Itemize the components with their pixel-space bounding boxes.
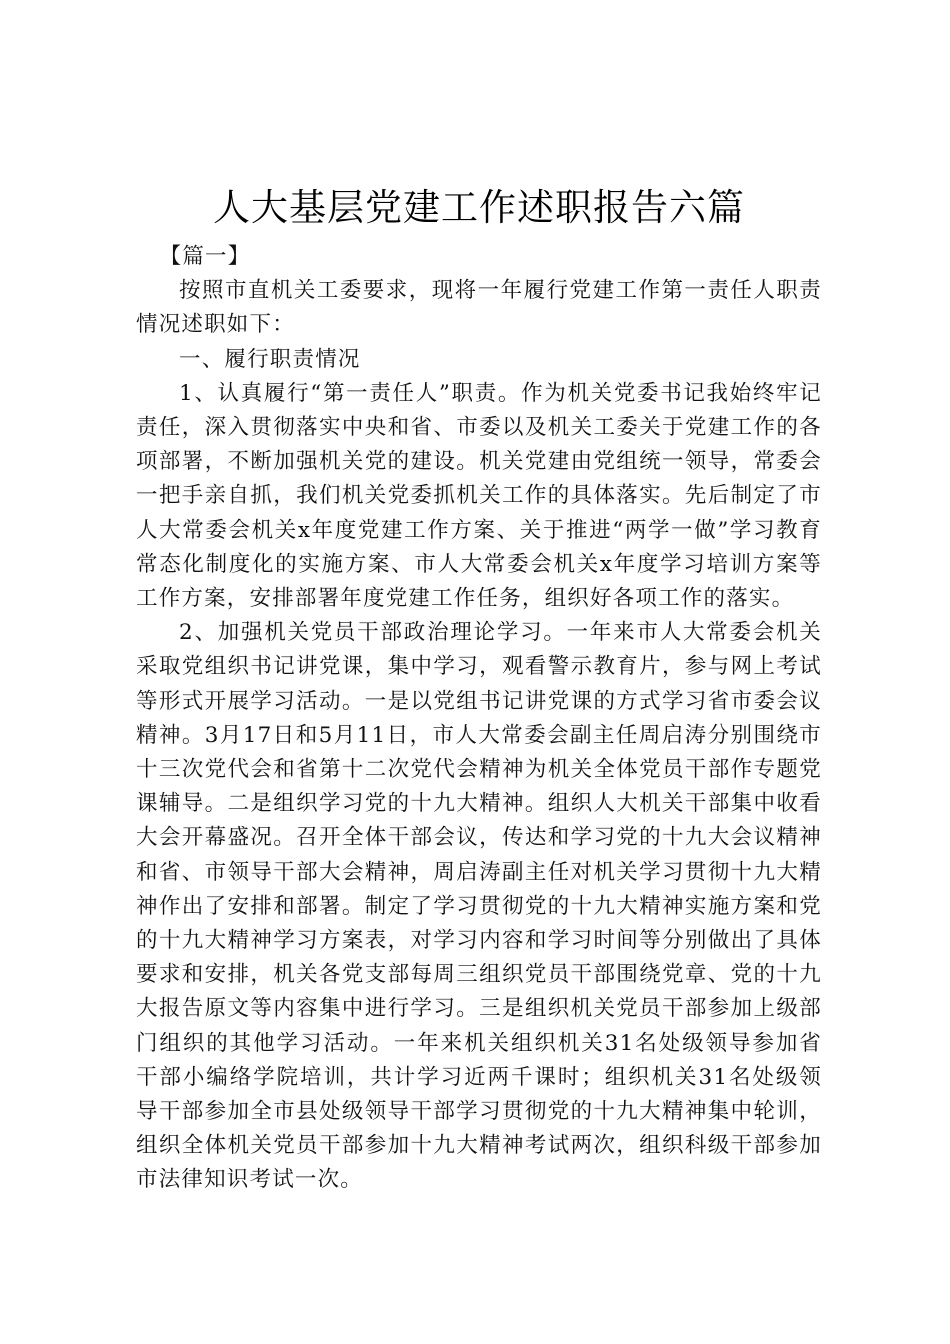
document-body: [136, 182, 822, 1198]
paragraph-intro: 按照市直机关工委要求，现将一年履行党建工作第一责任人职责情况述职如下：: [136, 278, 822, 338]
document-title: 人大基层党建工作述职报告六篇: [213, 186, 745, 229]
section-label: 【篇一】: [159, 244, 251, 269]
paragraph-first-responsibility: 1、认真履行“第一责任人”职责。作为机关党委书记我始终牢记责任，深入贯彻落实中央和省、市委以及机关工委关于党建工作的各项部署，不断加强机关党的建设。机关党建由党组统一领导，常委会一把手亲自抓，我们机关党委抓机关工作的具体落实。先后制定了市人大常委会机关x年度党建工作方案、关于推进“两学一做”学习教育常态化制度化的实施方案、市人大常委会机关x年度学习培训方案等工作方案，安排部署年度党建工作任务，组织好各项工作的落实。: [136, 380, 822, 612]
paragraph-political-study: 2、加强机关党员干部政治理论学习。一年来市人大常委会机关采取党组织书记讲党课，集中学习，观看警示教育片，参与网上考试等形式开展学习活动。一是以党组书记讲党课的方式学习省市委会议精神。3月17日和5月11日，市人大常委会副主任周启涛分别围绕市十三次党代会和省第十二次党代会精神为机关全体党员干部作专题党课辅导。二是组织学习党的十九大精神。组织人大机关干部集中收看大会开幕盛况。召开全体干部会议，传达和学习党的十九大会议精神和省、市领导干部大会精神，周启涛副主任对机关学习贯彻十九大精神作出了安排和部署。制定了学习贯彻党的十九大精神实施方案和党的十九大精神学习方案表，对学习内容和学习时间等分别做出了具体要求和安排，机关各党支部每周三组织党员干部围绕党章、党的十九大报告原文等内容集中进行学习。三是组织机关党员干部参加上级部门组织的其他学习活动。一年来机关组织机关31名处级领导参加省干部小编络学院培训，共计学习近两千课时；组织机关31名处级领导干部参加全市县处级领导干部学习贯彻党的十九大精神集中轮训，组织全体机关党员干部参加十九大精神考试两次，组织科级干部参加市法律知识考试一次。: [136, 620, 822, 1193]
heading-duty-status: 一、履行职责情况: [179, 346, 361, 372]
